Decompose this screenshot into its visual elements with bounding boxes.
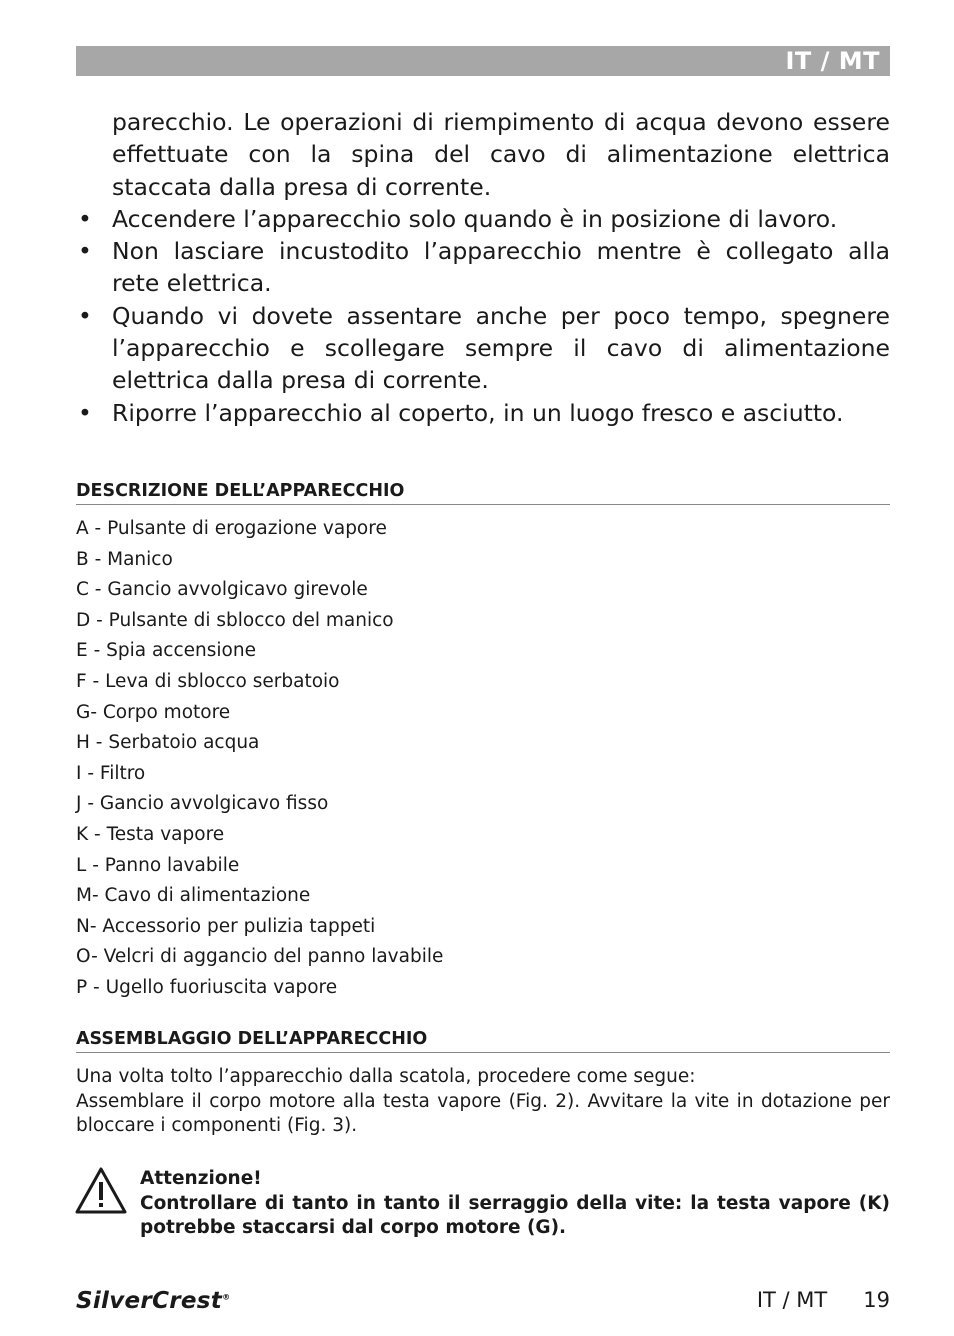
brand-logo — [76, 1288, 230, 1314]
brand-name: SilverCrest — [76, 1288, 223, 1314]
bullet-item — [76, 397, 890, 429]
list-item: L - Panno lavabile — [76, 854, 240, 876]
list-item: G- Corpo motore — [76, 701, 231, 723]
warning-message: Controllare di tanto in tanto il serraggio della vite: la testa vapore (K) potrebbe staccarsi dal corpo motore (G). — [140, 1192, 890, 1238]
bullet-dot: • — [78, 398, 92, 427]
list-item: N- Accessorio per pulizia tappeti — [76, 915, 376, 937]
assembly-heading: ASSEMBLAGGIO DELL’APPARECCHIO — [76, 1028, 890, 1053]
page-number: 19 — [863, 1288, 890, 1312]
bullet-dot: • — [78, 301, 92, 330]
assembly-line: Una volta tolto l’apparecchio dalla scatola, procedere come segue: — [76, 1066, 696, 1087]
warning-title: Attenzione! — [140, 1168, 262, 1189]
header-language-label: IT / MT — [785, 47, 880, 75]
list-item: H - Serbatoio acqua — [76, 732, 260, 754]
header-bar — [76, 46, 890, 76]
footer-language-label: IT / MT — [756, 1288, 828, 1312]
list-item: I - Filtro — [76, 762, 146, 784]
assembly-line: Assemblare il corpo motore alla testa vapore (Fig. 2). Avvitare la vite in dotazione per bloccare i componenti (Fig. 3). — [76, 1090, 890, 1136]
list-item: D - Pulsante di sblocco del manico — [76, 609, 394, 631]
list-item: B - Manico — [76, 548, 173, 570]
assembly-text — [76, 1065, 890, 1139]
safety-instructions — [76, 106, 890, 429]
list-item: F - Leva di sblocco serbatoio — [76, 670, 340, 692]
list-item: A - Pulsante di erogazione vapore — [76, 518, 387, 539]
bullet-item — [76, 203, 890, 235]
parts-list — [76, 514, 890, 1004]
bullet-text: Quando vi dovete assentare anche per poco tempo, spegnere l’apparecchio e scollegare sempre il cavo di alimentazione elettrica dalla presa di corrente. — [112, 301, 890, 395]
bullet-dot: • — [78, 204, 92, 233]
bullet-text: Accendere l’apparecchio solo quando è in posizione di lavoro. — [112, 204, 838, 233]
bullet-item — [76, 300, 890, 397]
brand-registered-mark: ® — [222, 1292, 231, 1302]
list-item: M- Cavo di alimentazione — [76, 885, 311, 907]
list-item: P - Ugello fuoriuscita vapore — [76, 976, 338, 998]
list-item: O- Velcri di aggancio del panno lavabile — [76, 946, 444, 968]
list-item: K - Testa vapore — [76, 823, 225, 845]
bullet-dot: • — [78, 237, 92, 266]
list-item: E - Spia accensione — [76, 640, 256, 662]
list-item: J - Gancio avvolgicavo fisso — [76, 793, 329, 815]
list-item: C - Gancio avvolgicavo girevole — [76, 579, 368, 601]
footer-page-info — [757, 1288, 890, 1312]
bullet-item — [76, 235, 890, 300]
bullet-text: Riporre l’apparecchio al coperto, in un luogo fresco e asciutto. — [112, 398, 844, 427]
description-heading: DESCRIZIONE DELL’APPARECCHIO — [76, 480, 890, 505]
intro-paragraph: parecchio. Le operazioni di riempimento di acqua devono essere effettuate con la spina del cavo di alimentazione elettrica staccata dalla presa di corrente. — [112, 108, 890, 201]
warning-text — [140, 1167, 890, 1241]
warning-triangle-icon — [74, 1166, 128, 1216]
bullet-text: Non lasciare incustodito l’apparecchio mentre è collegato alla rete elettrica. — [112, 237, 890, 298]
